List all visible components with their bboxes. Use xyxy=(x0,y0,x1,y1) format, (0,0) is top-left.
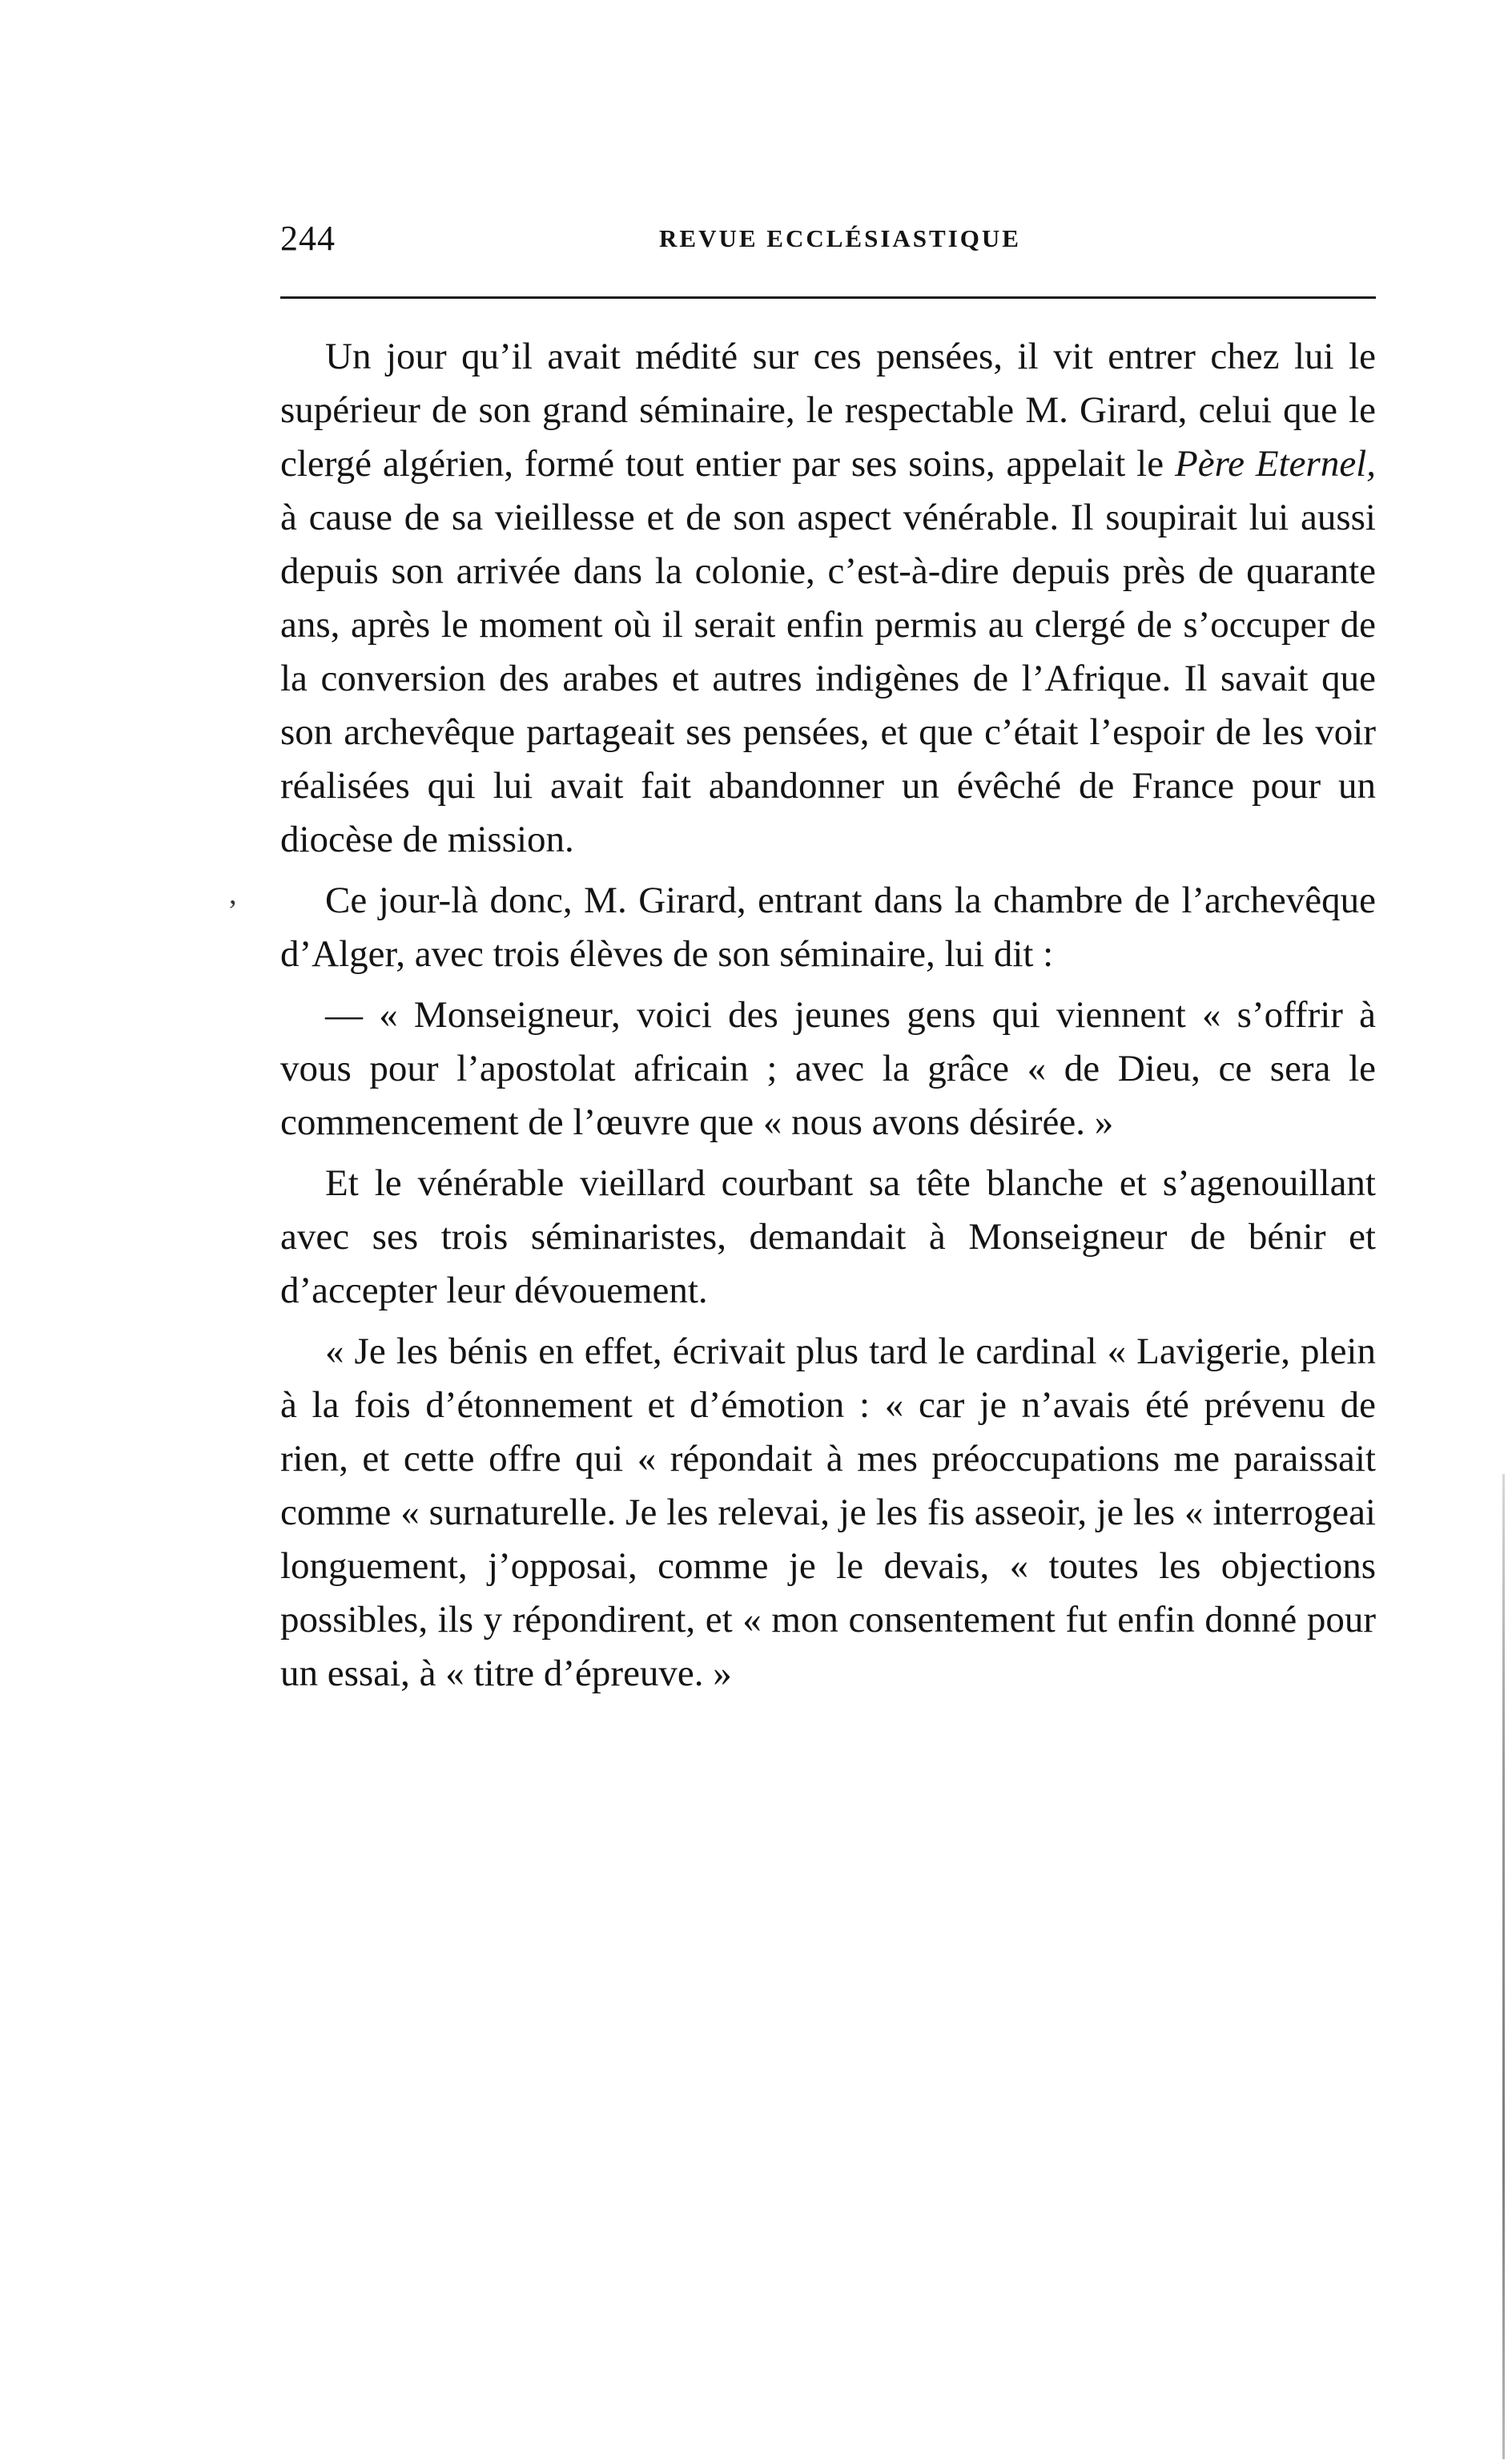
paragraph-3-quote: — « Monseigneur, voici des jeunes gens qui viennent « s’offrir à vous pour l’apostolat africain ; avec la grâce « de Dieu, ce sera le commencement de l’œuvre que « nous avons désirée. » xyxy=(280,994,1376,1143)
page-number: 244 xyxy=(280,219,336,258)
paragraph-1-italic: Père Eternel, xyxy=(1175,443,1376,485)
body-text xyxy=(280,330,1376,1708)
paragraph-4: Et le vénérable vieillard courbant sa tête blanche et s’agenouillant avec ses trois séminaristes, demandait à Monseigneur de bénir et d’accepter leur dévouement. xyxy=(280,1162,1376,1311)
paragraph-1-text-start: Un jour qu’il avait médité sur ces pensées, il vit entrer chez lui le supérieur de son grand séminaire, le respectable M. Girard, celui que le clergé algérien, formé tout entier par ses soins, appelait le xyxy=(280,336,1376,485)
header-rule xyxy=(280,296,1376,299)
running-title: REVUE ECCLÉSIASTIQUE xyxy=(659,224,1021,252)
paragraph-1 xyxy=(280,330,1376,867)
paragraph-2: Ce jour-là donc, M. Girard, entrant dans la chambre de l’archevêque d’Alger, avec trois élèves de son séminaire, lui dit : xyxy=(280,880,1376,975)
margin-mark: , xyxy=(229,877,237,911)
paragraph-5-quote: « Je les bénis en effet, écrivait plus tard le cardinal « Lavigerie, plein à la fois d’étonnement et d’émotion : « car je n’avais été prévenu de rien, et cette offre qui « répondait à mes préoccupations me paraissait comme « surnaturelle. Je les relevai, je les fis asseoir, je les « interrogeai longuement, j’opposai, comme je le devais, « toutes les objections possibles, ils y répondirent, et « mon consentement fut enfin donné pour un essai, à « titre d’épreuve. » xyxy=(280,1331,1376,1694)
page-header xyxy=(280,215,1376,263)
paragraph-1-text-end: à cause de sa vieillesse et de son aspect vénérable. Il soupirait lui aussi depuis son arrivée dans la colonie, c’est-à-dire depuis près de quarante ans, après le moment où il serait enfin permis au clergé de s’occuper de la conversion des arabes et autres indigènes de l’Afrique. Il savait que son archevêque partageait ses pensées, et que c’était l’espoir de les voir réalisées qui lui avait fait abandonner un évêché de France pour un diocèse de mission. xyxy=(280,497,1376,860)
page-edge-shadow xyxy=(1502,1474,1505,2459)
